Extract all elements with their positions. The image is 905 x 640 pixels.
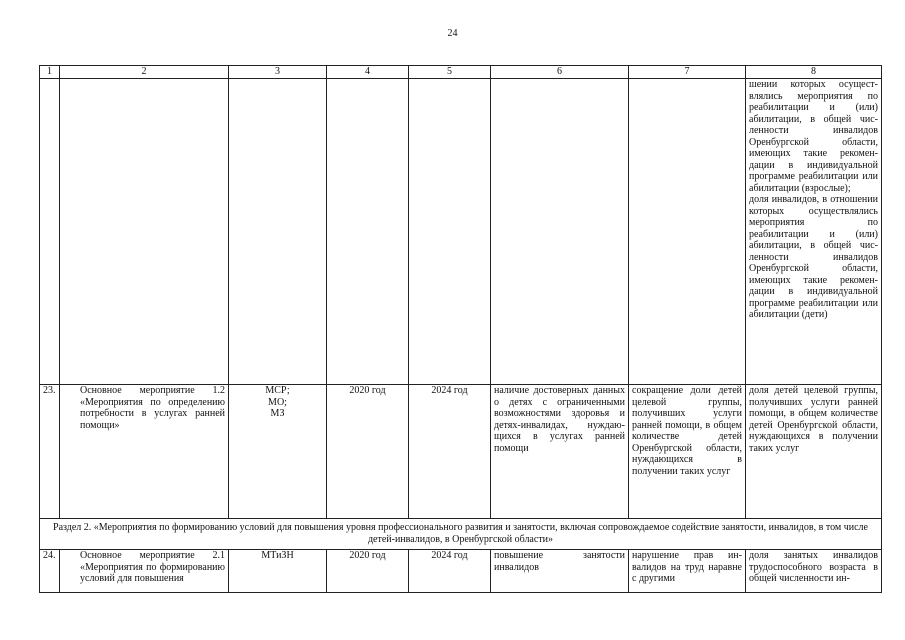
indicators-cell: шении которых осуществлялись мероприятия по реабилитации и (или) абилитации, в общей численности инвалидов Оренбургской области, имеющих такие рекомендации в индивидуальной программе реабилитации или абилитации (взрослые); доля инвалидов, в отношении которых осуществлялись мероприятия по реабилитации и (или) абилитации, в общей численности инвалидов Оренбургской области, имеющих такие рекомендации в индивидуальной программе реабилитации или абилитации (дети) bbox=[746, 79, 882, 385]
end-year-cell: 2024 год bbox=[409, 385, 491, 519]
header-col-6: 6 bbox=[491, 66, 629, 79]
header-col-2: 2 bbox=[60, 66, 229, 79]
measures-table bbox=[39, 65, 882, 593]
section-heading-row bbox=[40, 519, 882, 550]
row-number: 23. bbox=[40, 385, 60, 519]
expected-result-cell: наличие достоверных данных о детях с ограниченными возможностями здоровья и детях-инвалидах, нуждающихся в услугах ранней помощи bbox=[491, 385, 629, 519]
header-col-1: 1 bbox=[40, 66, 60, 79]
measure-name-cell: Основное мероприятие 1.2 «Мероприятия по определению потребности в услугах ранней помощи» bbox=[60, 385, 229, 519]
row-number: 24. bbox=[40, 550, 60, 593]
table-row-24 bbox=[40, 550, 882, 593]
consequences-cell: нарушение прав инвалидов на труд наравне с другими bbox=[629, 550, 746, 593]
table-header-row bbox=[40, 66, 882, 79]
header-col-7: 7 bbox=[629, 66, 746, 79]
section-title: Раздел 2. «Мероприятия по формированию условий для повышения уровня профессионального развития и занятости, включая сопровождаемое содействие занятости, инвалидов, в том числе детей-инвалидов, в Оренбургской области» bbox=[40, 519, 882, 550]
executors-cell: МТиЗН bbox=[229, 550, 327, 593]
page-number: 24 bbox=[447, 28, 458, 39]
indicators-cell: доля детей целевой группы, получивших услуги ранней помощи, в общем количестве детей Оренбургской области, нуждающихся в получении таких услуг bbox=[746, 385, 882, 519]
expected-result-cell: повышение занятости инвалидов bbox=[491, 550, 629, 593]
consequences-cell: сокращение доли детей целевой группы, получивших услуги ранней помощи, в общем количестве детей Оренбургской области, нуждающихся в получении таких услуг bbox=[629, 385, 746, 519]
measure-name-cell: Основное мероприятие 2.1 «Мероприятия по формированию условий для повышения bbox=[60, 550, 229, 593]
header-col-5: 5 bbox=[409, 66, 491, 79]
header-col-4: 4 bbox=[327, 66, 409, 79]
start-year-cell: 2020 год bbox=[327, 385, 409, 519]
start-year-cell: 2020 год bbox=[327, 550, 409, 593]
end-year-cell: 2024 год bbox=[409, 550, 491, 593]
header-col-3: 3 bbox=[229, 66, 327, 79]
table-row-continuation bbox=[40, 79, 882, 385]
header-col-8: 8 bbox=[746, 66, 882, 79]
table-row-23 bbox=[40, 385, 882, 519]
executors-cell: МСР; МО; МЗ bbox=[229, 385, 327, 519]
indicators-cell: доля занятых инвалидов трудоспособного возраста в общей численности ин- bbox=[746, 550, 882, 593]
